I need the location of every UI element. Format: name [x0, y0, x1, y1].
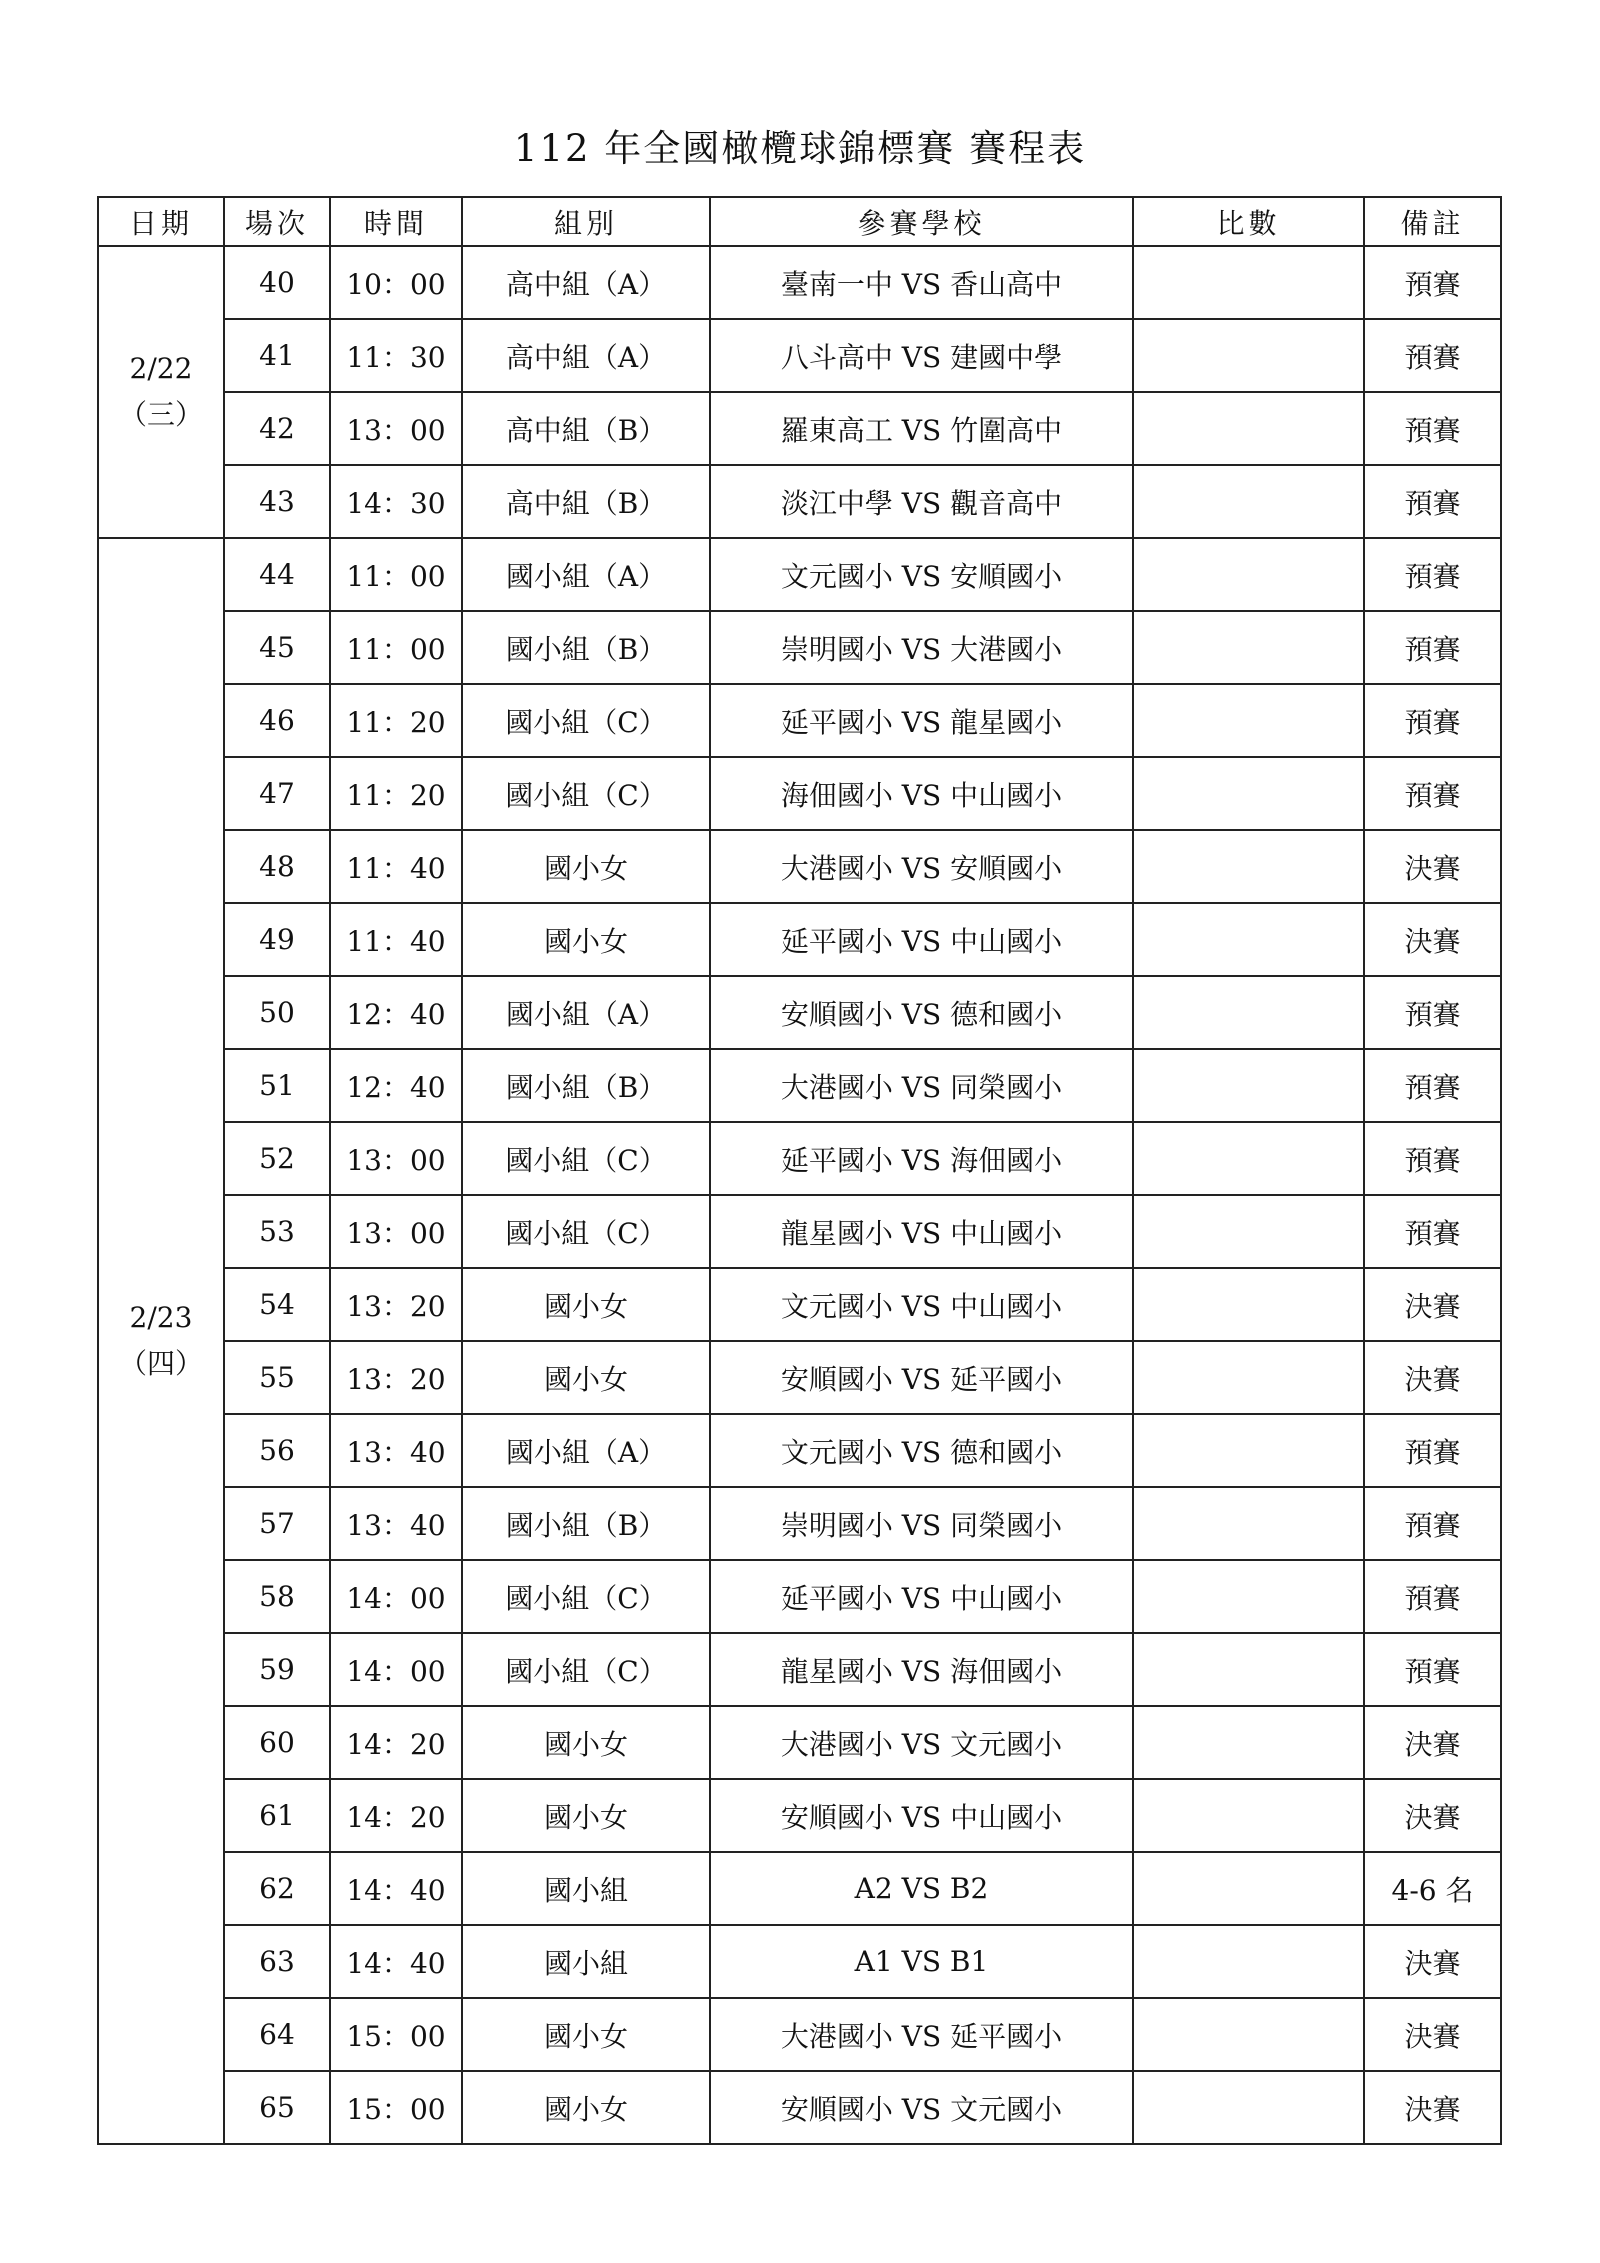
match-time: 14：40 [330, 1852, 462, 1925]
table-row [98, 684, 1501, 757]
match-time: 14：40 [330, 1925, 462, 1998]
date-label: 2/22 [129, 352, 193, 385]
match-note: 4-6 名 [1364, 1852, 1501, 1925]
match-score [1133, 319, 1364, 392]
match-score [1133, 1852, 1364, 1925]
match-teams: 延平國小 VS 龍星國小 [710, 684, 1133, 757]
match-group: 國小組 [462, 1925, 710, 1998]
match-note: 預賽 [1364, 538, 1501, 611]
match-teams: 臺南一中 VS 香山高中 [710, 246, 1133, 319]
match-teams: 安順國小 VS 延平國小 [710, 1341, 1133, 1414]
match-number: 61 [224, 1779, 330, 1852]
match-group: 國小組（B） [462, 611, 710, 684]
match-note: 預賽 [1364, 976, 1501, 1049]
match-number: 45 [224, 611, 330, 684]
match-number: 41 [224, 319, 330, 392]
table-row [98, 1633, 1501, 1706]
match-teams: A1 VS B1 [710, 1925, 1133, 1998]
match-note: 預賽 [1364, 246, 1501, 319]
match-teams: 淡江中學 VS 觀音高中 [710, 465, 1133, 538]
match-group: 國小組（B） [462, 1487, 710, 1560]
table-row [98, 319, 1501, 392]
table-row [98, 1852, 1501, 1925]
match-note: 決賽 [1364, 1925, 1501, 1998]
match-time: 11：00 [330, 611, 462, 684]
match-score [1133, 1998, 1364, 2071]
match-time: 14：20 [330, 1779, 462, 1852]
match-time: 13：20 [330, 1268, 462, 1341]
match-note: 決賽 [1364, 1706, 1501, 1779]
match-teams: 延平國小 VS 海佃國小 [710, 1122, 1133, 1195]
match-teams: 羅東高工 VS 竹圍高中 [710, 392, 1133, 465]
match-number: 65 [224, 2071, 330, 2144]
header-match-no: 場次 [224, 197, 330, 246]
match-teams: 文元國小 VS 中山國小 [710, 1268, 1133, 1341]
match-number: 63 [224, 1925, 330, 1998]
match-group: 國小女 [462, 2071, 710, 2144]
match-number: 55 [224, 1341, 330, 1414]
match-note: 預賽 [1364, 1122, 1501, 1195]
header-time: 時間 [330, 197, 462, 246]
match-time: 11：40 [330, 830, 462, 903]
table-row [98, 1268, 1501, 1341]
match-group: 國小組（C） [462, 1633, 710, 1706]
match-number: 64 [224, 1998, 330, 2071]
header-note: 備註 [1364, 197, 1501, 246]
match-group: 國小組（C） [462, 684, 710, 757]
match-time: 12：40 [330, 1049, 462, 1122]
match-note: 決賽 [1364, 903, 1501, 976]
table-row [98, 392, 1501, 465]
table-row [98, 830, 1501, 903]
table-row [98, 1049, 1501, 1122]
match-number: 49 [224, 903, 330, 976]
match-note: 決賽 [1364, 830, 1501, 903]
match-number: 52 [224, 1122, 330, 1195]
table-row [98, 1925, 1501, 1998]
date-cell [98, 246, 224, 538]
match-score [1133, 1195, 1364, 1268]
match-note: 決賽 [1364, 1268, 1501, 1341]
match-time: 13：20 [330, 1341, 462, 1414]
match-teams: 崇明國小 VS 大港國小 [710, 611, 1133, 684]
match-group: 國小組（A） [462, 976, 710, 1049]
match-teams: 大港國小 VS 延平國小 [710, 1998, 1133, 2071]
match-number: 56 [224, 1414, 330, 1487]
match-score [1133, 1122, 1364, 1195]
match-group: 國小組（B） [462, 1049, 710, 1122]
table-row [98, 538, 1501, 611]
match-note: 預賽 [1364, 465, 1501, 538]
match-time: 11：00 [330, 538, 462, 611]
match-number: 42 [224, 392, 330, 465]
match-score [1133, 2071, 1364, 2144]
match-teams: 海佃國小 VS 中山國小 [710, 757, 1133, 830]
match-score [1133, 1414, 1364, 1487]
match-group: 國小組（A） [462, 538, 710, 611]
match-number: 46 [224, 684, 330, 757]
match-group: 國小組（C） [462, 757, 710, 830]
match-score [1133, 1487, 1364, 1560]
page-title: 112 年全國橄欖球錦標賽 賽程表 [513, 127, 1087, 170]
match-number: 40 [224, 246, 330, 319]
match-group: 國小組（C） [462, 1122, 710, 1195]
table-row [98, 1414, 1501, 1487]
match-teams: 延平國小 VS 中山國小 [710, 1560, 1133, 1633]
table-row [98, 1341, 1501, 1414]
match-note: 決賽 [1364, 1998, 1501, 2071]
match-note: 預賽 [1364, 1560, 1501, 1633]
table-row [98, 1560, 1501, 1633]
match-score [1133, 1341, 1364, 1414]
match-score [1133, 976, 1364, 1049]
match-teams: 崇明國小 VS 同榮國小 [710, 1487, 1133, 1560]
match-time: 13：40 [330, 1414, 462, 1487]
table-row [98, 1195, 1501, 1268]
match-number: 54 [224, 1268, 330, 1341]
match-score [1133, 246, 1364, 319]
match-score [1133, 1779, 1364, 1852]
header-group: 組別 [462, 197, 710, 246]
table-row [98, 903, 1501, 976]
schedule-table [97, 196, 1502, 2145]
match-time: 11：20 [330, 684, 462, 757]
match-group: 高中組（A） [462, 246, 710, 319]
match-group: 國小組 [462, 1852, 710, 1925]
table-row [98, 2071, 1501, 2144]
match-score [1133, 1560, 1364, 1633]
match-note: 決賽 [1364, 2071, 1501, 2144]
match-score [1133, 684, 1364, 757]
match-teams: 大港國小 VS 同榮國小 [710, 1049, 1133, 1122]
match-time: 13：40 [330, 1487, 462, 1560]
table-row [98, 1122, 1501, 1195]
match-number: 59 [224, 1633, 330, 1706]
match-teams: 大港國小 VS 文元國小 [710, 1706, 1133, 1779]
match-note: 預賽 [1364, 757, 1501, 830]
match-group: 高中組（A） [462, 319, 710, 392]
match-note: 預賽 [1364, 611, 1501, 684]
match-group: 國小組（A） [462, 1414, 710, 1487]
match-note: 預賽 [1364, 1487, 1501, 1560]
date-cell [98, 538, 224, 2144]
match-time: 15：00 [330, 2071, 462, 2144]
table-row [98, 1706, 1501, 1779]
match-note: 預賽 [1364, 1633, 1501, 1706]
match-score [1133, 757, 1364, 830]
match-time: 14：00 [330, 1560, 462, 1633]
match-group: 高中組（B） [462, 465, 710, 538]
match-group: 國小女 [462, 830, 710, 903]
match-teams: 安順國小 VS 德和國小 [710, 976, 1133, 1049]
match-group: 國小女 [462, 1268, 710, 1341]
match-number: 47 [224, 757, 330, 830]
match-number: 43 [224, 465, 330, 538]
match-teams: 龍星國小 VS 海佃國小 [710, 1633, 1133, 1706]
match-teams: 安順國小 VS 文元國小 [710, 2071, 1133, 2144]
match-note: 預賽 [1364, 1414, 1501, 1487]
match-group: 國小女 [462, 1998, 710, 2071]
match-teams: 文元國小 VS 安順國小 [710, 538, 1133, 611]
match-time: 13：00 [330, 1122, 462, 1195]
match-time: 14：30 [330, 465, 462, 538]
match-teams: 文元國小 VS 德和國小 [710, 1414, 1133, 1487]
match-group: 國小組（C） [462, 1560, 710, 1633]
match-time: 14：00 [330, 1633, 462, 1706]
match-score [1133, 611, 1364, 684]
match-teams: 安順國小 VS 中山國小 [710, 1779, 1133, 1852]
match-teams: 龍星國小 VS 中山國小 [710, 1195, 1133, 1268]
match-group: 國小女 [462, 1341, 710, 1414]
header-score: 比數 [1133, 197, 1364, 246]
match-number: 58 [224, 1560, 330, 1633]
match-time: 11：40 [330, 903, 462, 976]
table-row [98, 1487, 1501, 1560]
match-score [1133, 465, 1364, 538]
table-row [98, 1998, 1501, 2071]
match-score [1133, 538, 1364, 611]
match-teams: 八斗高中 VS 建國中學 [710, 319, 1133, 392]
date-label: 2/23 [129, 1301, 193, 1334]
match-time: 15：00 [330, 1998, 462, 2071]
match-group: 國小女 [462, 1706, 710, 1779]
header-schools: 參賽學校 [710, 197, 1133, 246]
match-number: 53 [224, 1195, 330, 1268]
table-row [98, 611, 1501, 684]
match-time: 11：20 [330, 757, 462, 830]
match-time: 14：20 [330, 1706, 462, 1779]
match-note: 預賽 [1364, 1049, 1501, 1122]
match-score [1133, 830, 1364, 903]
match-note: 預賽 [1364, 392, 1501, 465]
match-number: 51 [224, 1049, 330, 1122]
table-row [98, 246, 1501, 319]
match-number: 44 [224, 538, 330, 611]
match-number: 62 [224, 1852, 330, 1925]
match-score [1133, 1268, 1364, 1341]
match-group: 國小組（C） [462, 1195, 710, 1268]
match-number: 48 [224, 830, 330, 903]
weekday-label: （三） [118, 398, 203, 431]
match-number: 57 [224, 1487, 330, 1560]
match-score [1133, 1925, 1364, 1998]
match-score [1133, 1706, 1364, 1779]
table-row [98, 976, 1501, 1049]
match-teams: 延平國小 VS 中山國小 [710, 903, 1133, 976]
header-date: 日期 [98, 197, 224, 246]
match-note: 決賽 [1364, 1779, 1501, 1852]
table-row [98, 757, 1501, 830]
header-row [98, 197, 1501, 246]
match-score [1133, 903, 1364, 976]
weekday-label: （四） [118, 1347, 203, 1380]
match-score [1133, 1633, 1364, 1706]
match-note: 決賽 [1364, 1341, 1501, 1414]
match-time: 10：00 [330, 246, 462, 319]
match-teams: 大港國小 VS 安順國小 [710, 830, 1133, 903]
table-row [98, 1779, 1501, 1852]
table-row [98, 465, 1501, 538]
match-group: 高中組（B） [462, 392, 710, 465]
match-teams: A2 VS B2 [710, 1852, 1133, 1925]
match-note: 預賽 [1364, 319, 1501, 392]
match-note: 預賽 [1364, 1195, 1501, 1268]
match-number: 60 [224, 1706, 330, 1779]
match-time: 13：00 [330, 392, 462, 465]
match-score [1133, 1049, 1364, 1122]
match-time: 11：30 [330, 319, 462, 392]
match-time: 13：00 [330, 1195, 462, 1268]
match-note: 預賽 [1364, 684, 1501, 757]
match-group: 國小女 [462, 1779, 710, 1852]
match-time: 12：40 [330, 976, 462, 1049]
match-number: 50 [224, 976, 330, 1049]
match-group: 國小女 [462, 903, 710, 976]
match-score [1133, 392, 1364, 465]
